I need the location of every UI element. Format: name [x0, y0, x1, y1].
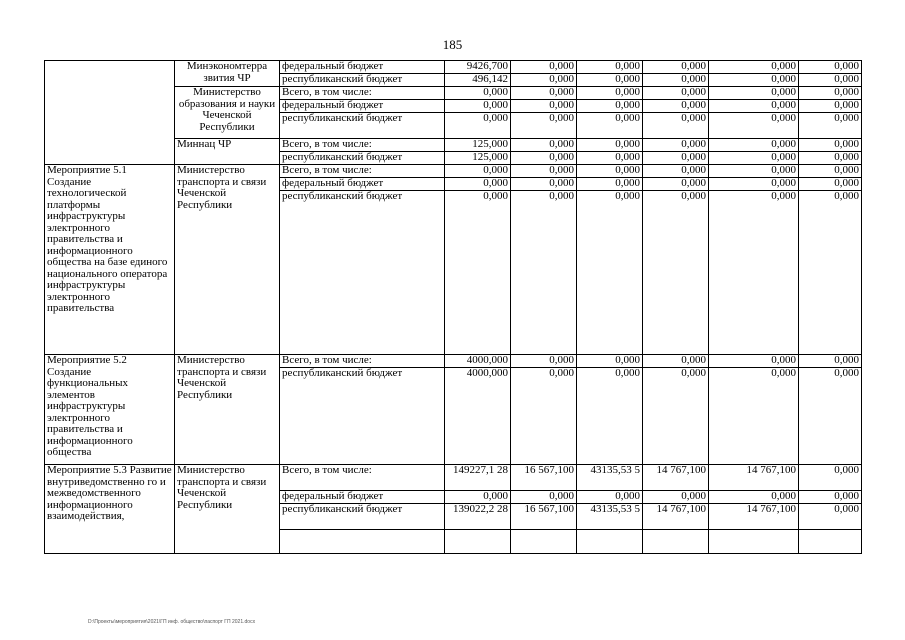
footer-file-path: D:\Проекты\мероприятия\2021\ГП инф. общество\паспорт ГП 2021.docx — [88, 619, 256, 625]
amount-cell: 0,000 — [577, 61, 643, 74]
executor-cell-minobr: Министерство образования и науки Чеченской Республики — [175, 87, 280, 139]
empty-cell — [709, 530, 799, 554]
executor-cell-mintrans_3: Министерство транспорта и связи Чеченской Республики — [175, 465, 280, 554]
amount-cell: 0,000 — [709, 191, 799, 355]
amount-cell: 0,000 — [709, 165, 799, 178]
table-row — [45, 165, 862, 178]
funding-source-cell: республиканский бюджет — [280, 113, 445, 139]
amount-cell: 0,000 — [577, 113, 643, 139]
executor-cell-mintrans_2: Министерство транспорта и связи Чеченской Республики — [175, 355, 280, 465]
amount-cell: 0,000 — [445, 191, 511, 355]
amount-cell: 0,000 — [643, 61, 709, 74]
funding-source-cell: республиканский бюджет — [280, 74, 445, 87]
amount-cell: 0,000 — [511, 491, 577, 504]
table-row — [45, 465, 862, 491]
amount-cell: 0,000 — [709, 74, 799, 87]
amount-cell: 16 567,100 — [511, 465, 577, 491]
funding-source-cell: республиканский бюджет — [280, 368, 445, 465]
amount-cell: 0,000 — [709, 355, 799, 368]
amount-cell: 0,000 — [511, 355, 577, 368]
amount-cell: 0,000 — [643, 152, 709, 165]
amount-cell: 14 767,100 — [709, 504, 799, 530]
amount-cell: 14 767,100 — [709, 465, 799, 491]
amount-cell: 0,000 — [709, 178, 799, 191]
amount-cell: 0,000 — [511, 74, 577, 87]
executor-cell-mintrans_1: Министерство транспорта и связи Чеченской Республики — [175, 165, 280, 355]
amount-cell: 0,000 — [445, 100, 511, 113]
amount-cell: 0,000 — [643, 355, 709, 368]
amount-cell: 125,000 — [445, 152, 511, 165]
amount-cell: 0,000 — [709, 87, 799, 100]
executor-cell-minekonom: Минэкономтерра звития ЧР — [175, 61, 280, 87]
empty-cell — [799, 530, 862, 554]
measure-cell-m51: Мероприятие 5.1 Создание технологической платформы инфраструктуры электронного правительства и информационного общества на базе единого национального оператора инфраструктуры электронного правительства — [45, 165, 175, 355]
amount-cell: 0,000 — [643, 491, 709, 504]
funding-source-cell: федеральный бюджет — [280, 491, 445, 504]
amount-cell: 9426,700 — [445, 61, 511, 74]
amount-cell: 0,000 — [643, 87, 709, 100]
amount-cell: 0,000 — [799, 152, 862, 165]
amount-cell: 0,000 — [577, 152, 643, 165]
amount-cell: 0,000 — [577, 100, 643, 113]
amount-cell: 0,000 — [709, 100, 799, 113]
amount-cell: 0,000 — [799, 61, 862, 74]
amount-cell: 0,000 — [577, 139, 643, 152]
amount-cell: 0,000 — [577, 74, 643, 87]
funding-source-cell: республиканский бюджет — [280, 504, 445, 530]
amount-cell: 0,000 — [445, 165, 511, 178]
funding-source-cell: Всего, в том числе: — [280, 355, 445, 368]
measure-cell-m52: Мероприятие 5.2 Создание функциональных элементов инфраструктуры электронного правительства и информационного общества — [45, 355, 175, 465]
empty-cell — [643, 530, 709, 554]
empty-cell — [577, 530, 643, 554]
amount-cell: 0,000 — [511, 165, 577, 178]
amount-cell: 0,000 — [799, 191, 862, 355]
empty-cell — [280, 530, 445, 554]
amount-cell: 0,000 — [709, 139, 799, 152]
funding-source-cell: федеральный бюджет — [280, 61, 445, 74]
amount-cell: 0,000 — [799, 113, 862, 139]
amount-cell: 0,000 — [511, 87, 577, 100]
amount-cell: 0,000 — [709, 113, 799, 139]
amount-cell: 14 767,100 — [643, 465, 709, 491]
amount-cell: 0,000 — [709, 491, 799, 504]
amount-cell: 0,000 — [577, 355, 643, 368]
amount-cell: 0,000 — [511, 113, 577, 139]
amount-cell: 16 567,100 — [511, 504, 577, 530]
budget-table — [44, 60, 862, 554]
amount-cell: 4000,000 — [445, 368, 511, 465]
funding-source-cell: республиканский бюджет — [280, 152, 445, 165]
amount-cell: 43135,53 5 — [577, 465, 643, 491]
empty-cell — [445, 530, 511, 554]
amount-cell: 0,000 — [799, 87, 862, 100]
amount-cell: 0,000 — [799, 504, 862, 530]
table-row — [45, 61, 862, 74]
funding-source-cell: республиканский бюджет — [280, 191, 445, 355]
amount-cell: 0,000 — [577, 165, 643, 178]
amount-cell: 0,000 — [643, 113, 709, 139]
amount-cell: 0,000 — [511, 152, 577, 165]
executor-cell-minnac: Миннац ЧР — [175, 139, 280, 165]
amount-cell: 0,000 — [799, 368, 862, 465]
amount-cell: 125,000 — [445, 139, 511, 152]
amount-cell: 0,000 — [511, 191, 577, 355]
measure-cell-empty — [45, 61, 175, 165]
amount-cell: 0,000 — [799, 100, 862, 113]
amount-cell: 0,000 — [709, 61, 799, 74]
amount-cell: 0,000 — [511, 139, 577, 152]
amount-cell: 0,000 — [799, 139, 862, 152]
amount-cell: 0,000 — [799, 178, 862, 191]
amount-cell: 0,000 — [445, 113, 511, 139]
amount-cell: 0,000 — [643, 139, 709, 152]
amount-cell: 0,000 — [643, 74, 709, 87]
amount-cell: 0,000 — [445, 87, 511, 100]
amount-cell: 496,142 — [445, 74, 511, 87]
amount-cell: 0,000 — [445, 178, 511, 191]
amount-cell: 0,000 — [577, 368, 643, 465]
amount-cell: 0,000 — [799, 465, 862, 491]
table-row — [45, 355, 862, 368]
amount-cell: 0,000 — [577, 178, 643, 191]
amount-cell: 139022,2 28 — [445, 504, 511, 530]
amount-cell: 0,000 — [799, 355, 862, 368]
amount-cell: 0,000 — [511, 368, 577, 465]
amount-cell: 0,000 — [643, 368, 709, 465]
funding-source-cell: федеральный бюджет — [280, 100, 445, 113]
amount-cell: 0,000 — [511, 100, 577, 113]
amount-cell: 0,000 — [643, 100, 709, 113]
amount-cell: 0,000 — [799, 74, 862, 87]
amount-cell: 0,000 — [445, 491, 511, 504]
amount-cell: 0,000 — [643, 165, 709, 178]
funding-source-cell: федеральный бюджет — [280, 178, 445, 191]
amount-cell: 0,000 — [511, 178, 577, 191]
measure-cell-m53: Мероприятие 5.3 Развитие внутриведомственно го и межведомственного информационного взаимодействия, — [45, 465, 175, 554]
amount-cell: 0,000 — [511, 61, 577, 74]
funding-source-cell: Всего, в том числе: — [280, 465, 445, 491]
amount-cell: 0,000 — [643, 191, 709, 355]
amount-cell: 0,000 — [799, 491, 862, 504]
amount-cell: 0,000 — [577, 191, 643, 355]
amount-cell: 4000,000 — [445, 355, 511, 368]
funding-source-cell: Всего, в том числе: — [280, 87, 445, 100]
empty-cell — [511, 530, 577, 554]
amount-cell: 0,000 — [643, 178, 709, 191]
amount-cell: 149227,1 28 — [445, 465, 511, 491]
amount-cell: 0,000 — [799, 165, 862, 178]
funding-source-cell: Всего, в том числе: — [280, 165, 445, 178]
page-number: 185 — [442, 37, 463, 52]
amount-cell: 14 767,100 — [643, 504, 709, 530]
amount-cell: 0,000 — [709, 152, 799, 165]
amount-cell: 0,000 — [709, 368, 799, 465]
funding-source-cell: Всего, в том числе: — [280, 139, 445, 152]
amount-cell: 43135,53 5 — [577, 504, 643, 530]
amount-cell: 0,000 — [577, 491, 643, 504]
amount-cell: 0,000 — [577, 87, 643, 100]
